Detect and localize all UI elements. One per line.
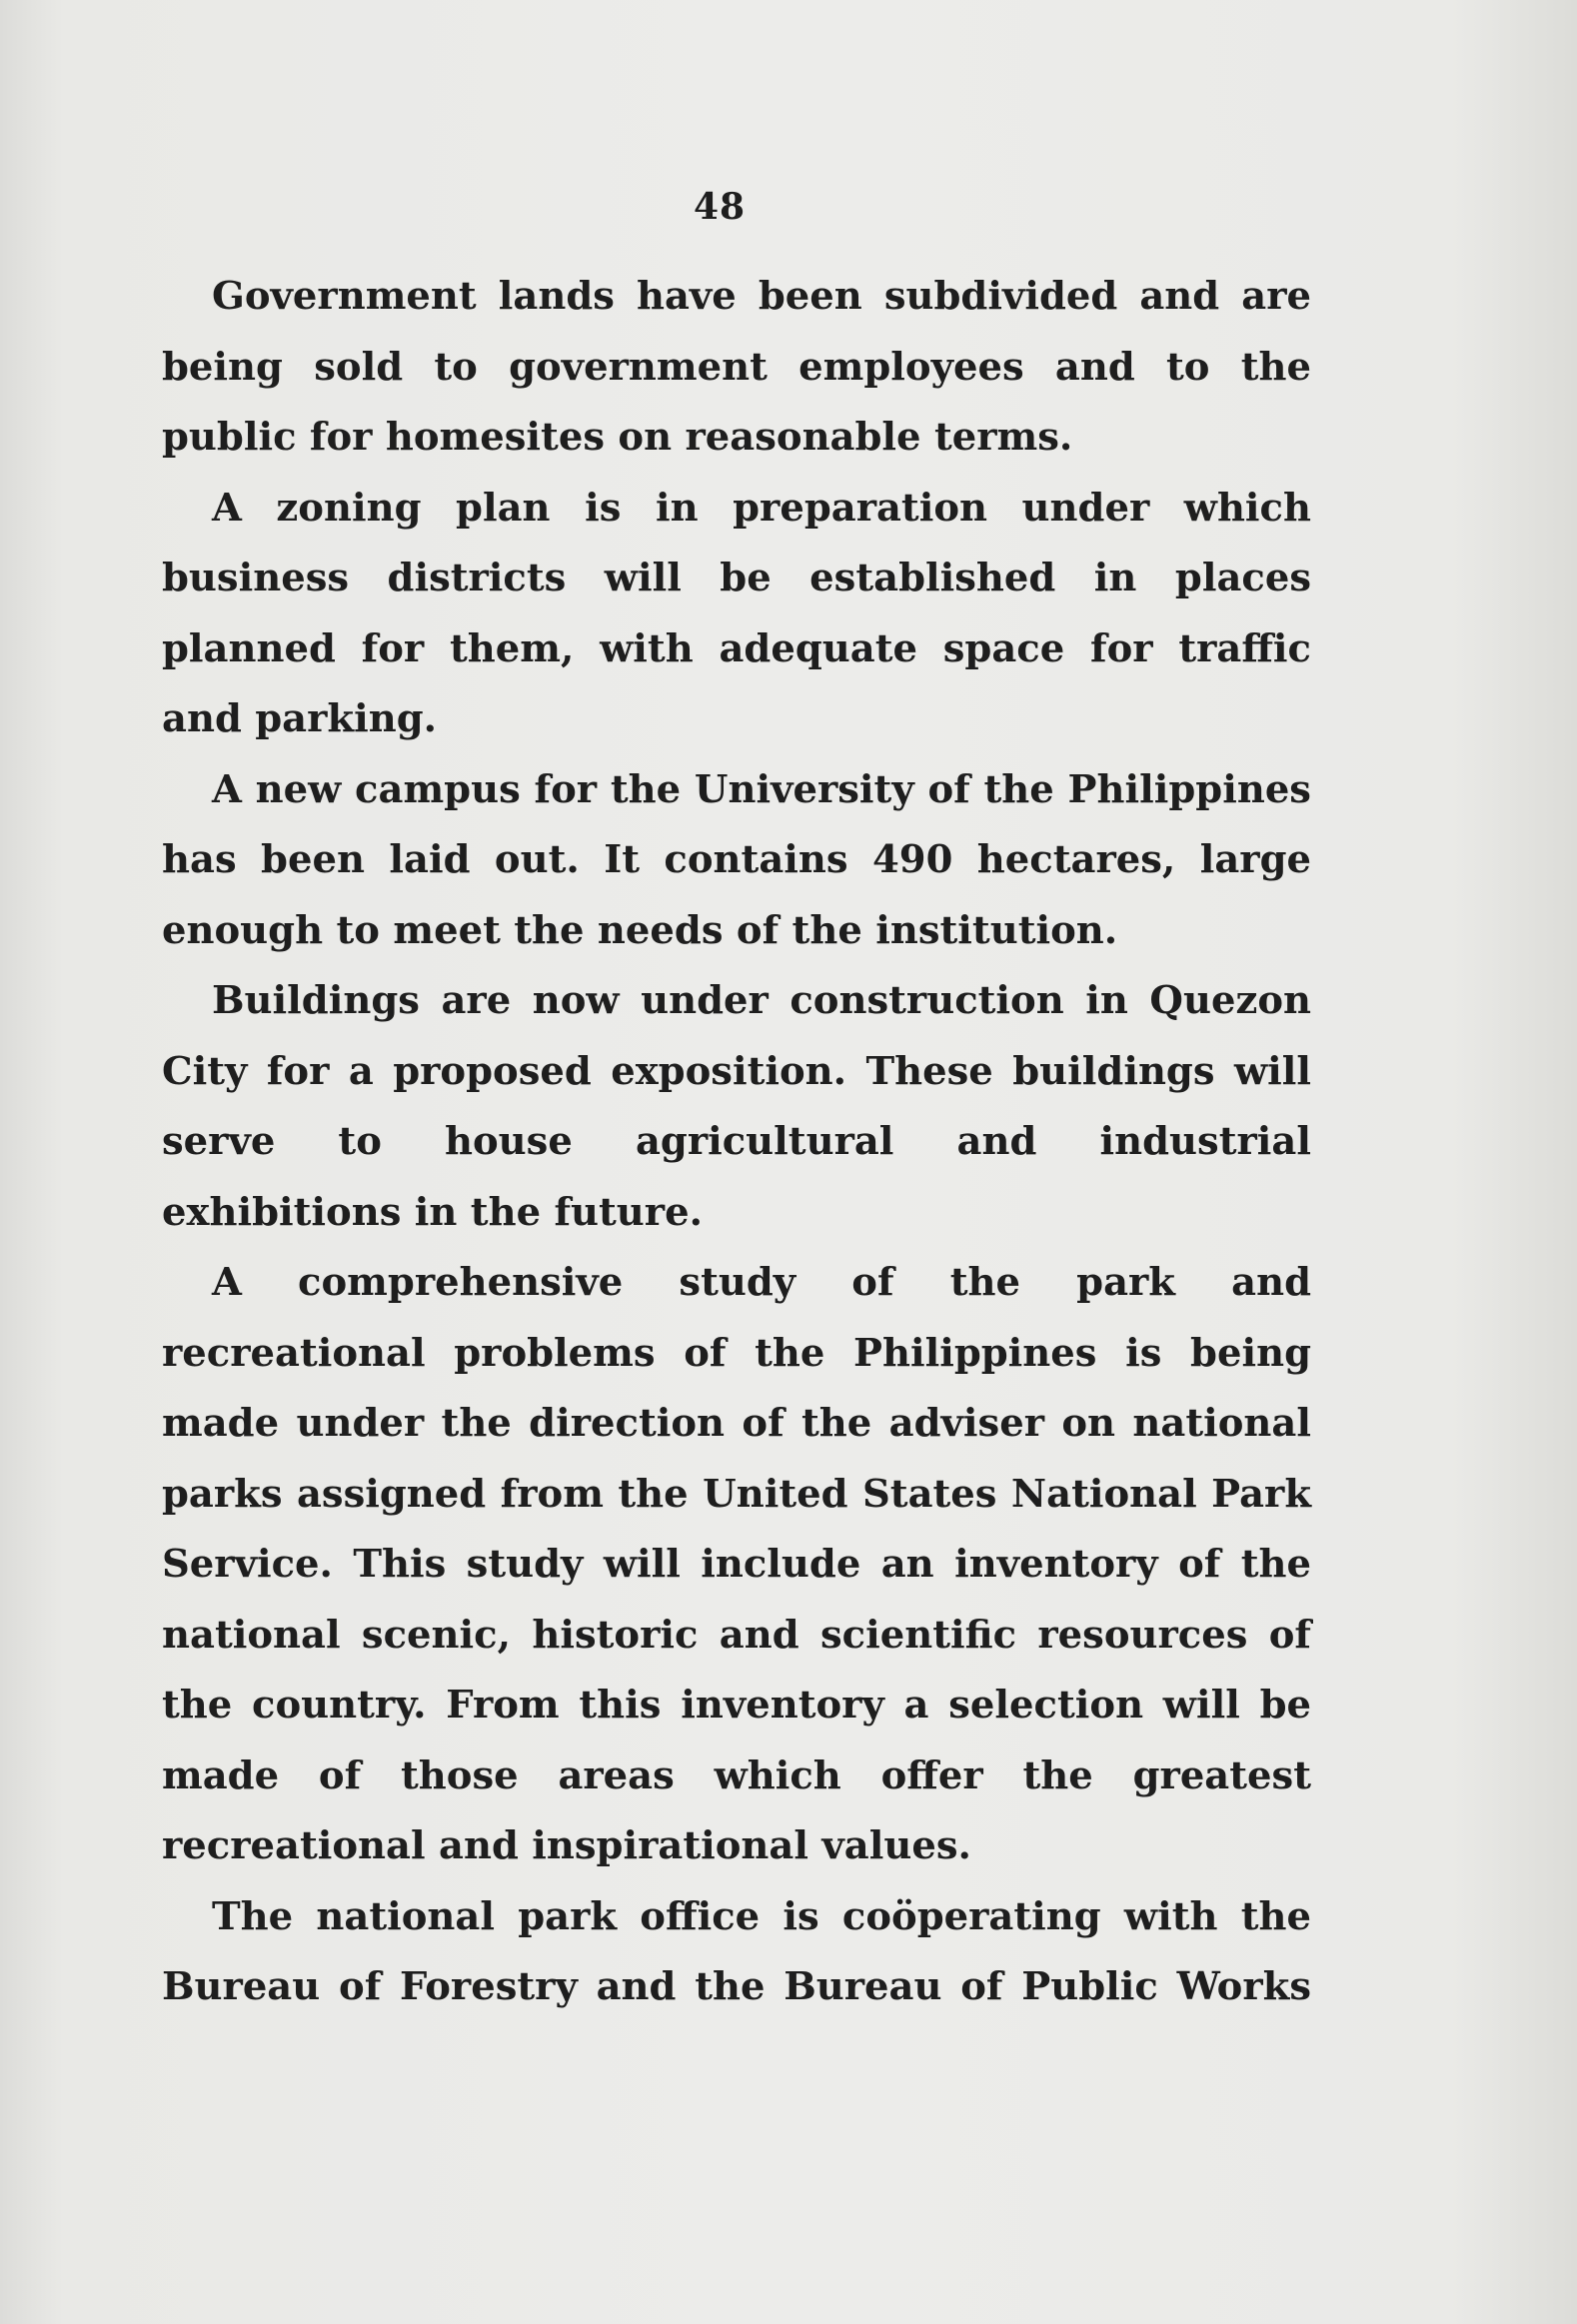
paragraph-exposition-buildings: Buildings are now under construction in Quezon City for a proposed exposition. These buildings will serve to house agricultural and industrial exhibitions in the future. (162, 978, 1311, 1235)
paragraph-university-campus: A new campus for the University of the Philippines has been laid out. It contains 490 hectares, large enough to meet the needs of the institution. (162, 766, 1311, 953)
page-number: 48 (693, 186, 747, 228)
paragraph-zoning-plan: A zoning plan is in preparation under which business districts will be established in places planned for them, with adequate space for traffic and parking. (162, 485, 1311, 741)
paragraph-park-study: A comprehensive study of the park and recreational problems of the Philippines is being made under the direction of the adviser on national parks assigned from the United States National Park Service. This study will include an inventory of the national scenic, historic and scientific resources of the country. From this inventory a selection will be made of those areas which offer the greatest recreational and inspirational values. (162, 1260, 1311, 1868)
paragraph-national-park-office: The national park office is coöperating with the Bureau of Forestry and the Bureau of Public Works (162, 1893, 1311, 2009)
paragraph-homesites: Government lands have been subdivided and are being sold to government employees and to the public for homesites on reasonable terms. (162, 274, 1311, 460)
body-text (162, 262, 1311, 2023)
